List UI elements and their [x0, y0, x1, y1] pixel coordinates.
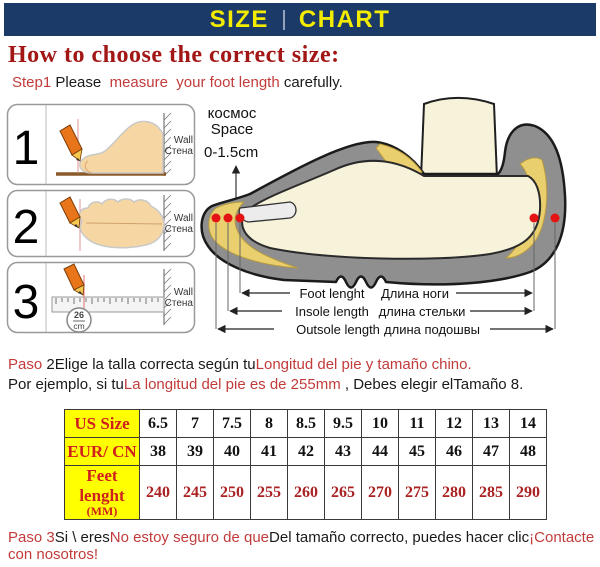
measure-panel-1: [6, 103, 196, 191]
size-cell: 14: [510, 410, 547, 438]
size-cell: 43: [325, 438, 362, 466]
size-cell: 10: [362, 410, 399, 438]
dot-outsole-front: [212, 214, 221, 223]
size-cell: 47: [473, 438, 510, 466]
size-cell: 38: [140, 438, 177, 466]
banner-size-label: SIZE: [209, 5, 269, 33]
wall-label-en: Wall: [173, 135, 193, 146]
size-cell: 42: [288, 438, 325, 466]
dot-heel-inner: [530, 214, 539, 223]
size-cell: 44: [362, 438, 399, 466]
paso2-example-tail: , Debes elegir elTamaño 8.: [340, 376, 524, 393]
size-cell: 40: [214, 438, 251, 466]
paso2-example-highlight: La longitud del pie es de 255mm: [123, 376, 341, 393]
size-cell: 280: [436, 466, 473, 520]
ruler-icon: [52, 297, 164, 312]
paso2-body: 2Elige la talla correcta según tu: [46, 356, 256, 373]
paso2-line1: [8, 355, 596, 375]
size-cell: 41: [251, 438, 288, 466]
measure-panel-2: [6, 189, 196, 263]
size-cell: 240: [140, 466, 177, 520]
step1-tail: carefully.: [283, 74, 343, 91]
paso2-highlight: Longitud del pie y tamaño chino.: [255, 356, 472, 373]
size-cell: 8.5: [288, 410, 325, 438]
size-table-row: [65, 466, 547, 520]
banner-chart-label: CHART: [298, 5, 391, 33]
size-table-wrap: [64, 409, 547, 520]
step1-label: Step1: [12, 74, 52, 91]
size-cell: 275: [399, 466, 436, 520]
insole-length-label-en: Insole length: [295, 304, 369, 319]
size-cell: 7: [177, 410, 214, 438]
paso2-label: Paso: [8, 356, 47, 373]
paso3-text: [8, 529, 596, 563]
size-cell: 265: [325, 466, 362, 520]
banner: [4, 3, 596, 36]
dot-foot-front: [236, 214, 245, 223]
dot-heel-outer: [551, 214, 560, 223]
wall-label-ru: Стена: [164, 146, 193, 157]
step1-highlight: measure your foot length: [105, 74, 284, 91]
foot-length-label-en: Foot lenght: [299, 286, 365, 301]
panel3-number: 3: [12, 276, 40, 329]
page-title: How to choose the correct size:: [8, 42, 340, 68]
size-cell: 46: [436, 438, 473, 466]
contact-us-link: ¡Contacte con nosotros!: [8, 529, 595, 563]
space-range-label: 0-1.5cm: [204, 144, 259, 161]
size-cell: 12: [436, 410, 473, 438]
size-cell: 48: [510, 438, 547, 466]
panel2-illustration: [6, 189, 196, 258]
size-table-row: [65, 410, 547, 438]
size-cell: 8: [251, 410, 288, 438]
size-cell: 7.5: [214, 410, 251, 438]
size-row-header: US Size: [65, 410, 140, 438]
shoe-diagram: [198, 90, 600, 353]
paso2-text: [8, 355, 596, 395]
banner-divider: [283, 10, 285, 30]
panel1-number: 1: [12, 122, 40, 175]
wall-label-ru: Стена: [164, 224, 193, 235]
size-cell: 245: [177, 466, 214, 520]
foot-length-label-ru: Длина ноги: [380, 286, 450, 301]
dot-insole-front: [224, 214, 233, 223]
paso3-body2: Del tamaño correcto, puedes hacer clic: [269, 529, 530, 546]
paso2-line2: [8, 375, 596, 395]
size-cell: 9.5: [325, 410, 362, 438]
panel1-illustration: [6, 103, 196, 186]
size-cell: 270: [362, 466, 399, 520]
size-table-row: [65, 438, 547, 466]
measure-panel-3: [6, 261, 196, 339]
size-cell: 250: [214, 466, 251, 520]
paso2-example: Por ejemplo, si tu: [8, 376, 124, 393]
paso3-body1: Si \ eres: [54, 529, 110, 546]
size-cell: 290: [510, 466, 547, 520]
size-row-header: Feet lenght (MM): [65, 466, 140, 520]
size-cell: 260: [288, 466, 325, 520]
paso3-label: Paso 3: [8, 529, 55, 546]
space-label-en: Space: [210, 121, 254, 138]
size-cell: 255: [251, 466, 288, 520]
wall-label-ru: Стена: [164, 298, 193, 309]
size-cell: 11: [399, 410, 436, 438]
space-label-ru: космос: [207, 105, 257, 122]
wall-label-en: Wall: [173, 213, 193, 224]
step1-text: Please: [51, 74, 106, 91]
insole-length-label-ru: длина стельки: [378, 304, 466, 319]
outsole-length-label-en: Outsole length: [296, 322, 380, 337]
size-row-header-sub: (MM): [86, 504, 118, 518]
size-cell: 39: [177, 438, 214, 466]
panel3-illustration: [6, 261, 196, 334]
size-row-header: EUR/ CN: [65, 438, 140, 466]
ruler-value: 26: [73, 310, 85, 320]
panel2-number: 2: [12, 201, 40, 254]
size-table: [64, 409, 547, 520]
step1-line: [12, 74, 343, 91]
shoe-diagram-svg: [198, 90, 600, 348]
leg-shape: [421, 98, 497, 178]
size-cell: 13: [473, 410, 510, 438]
outsole-length-label-ru: длина подошвы: [384, 322, 480, 337]
paso3-highlight1: No estoy seguro de que: [109, 529, 270, 546]
ruler-unit: cm: [73, 321, 85, 331]
wall-label-en: Wall: [173, 287, 193, 298]
size-cell: 45: [399, 438, 436, 466]
size-cell: 285: [473, 466, 510, 520]
size-cell: 6.5: [140, 410, 177, 438]
